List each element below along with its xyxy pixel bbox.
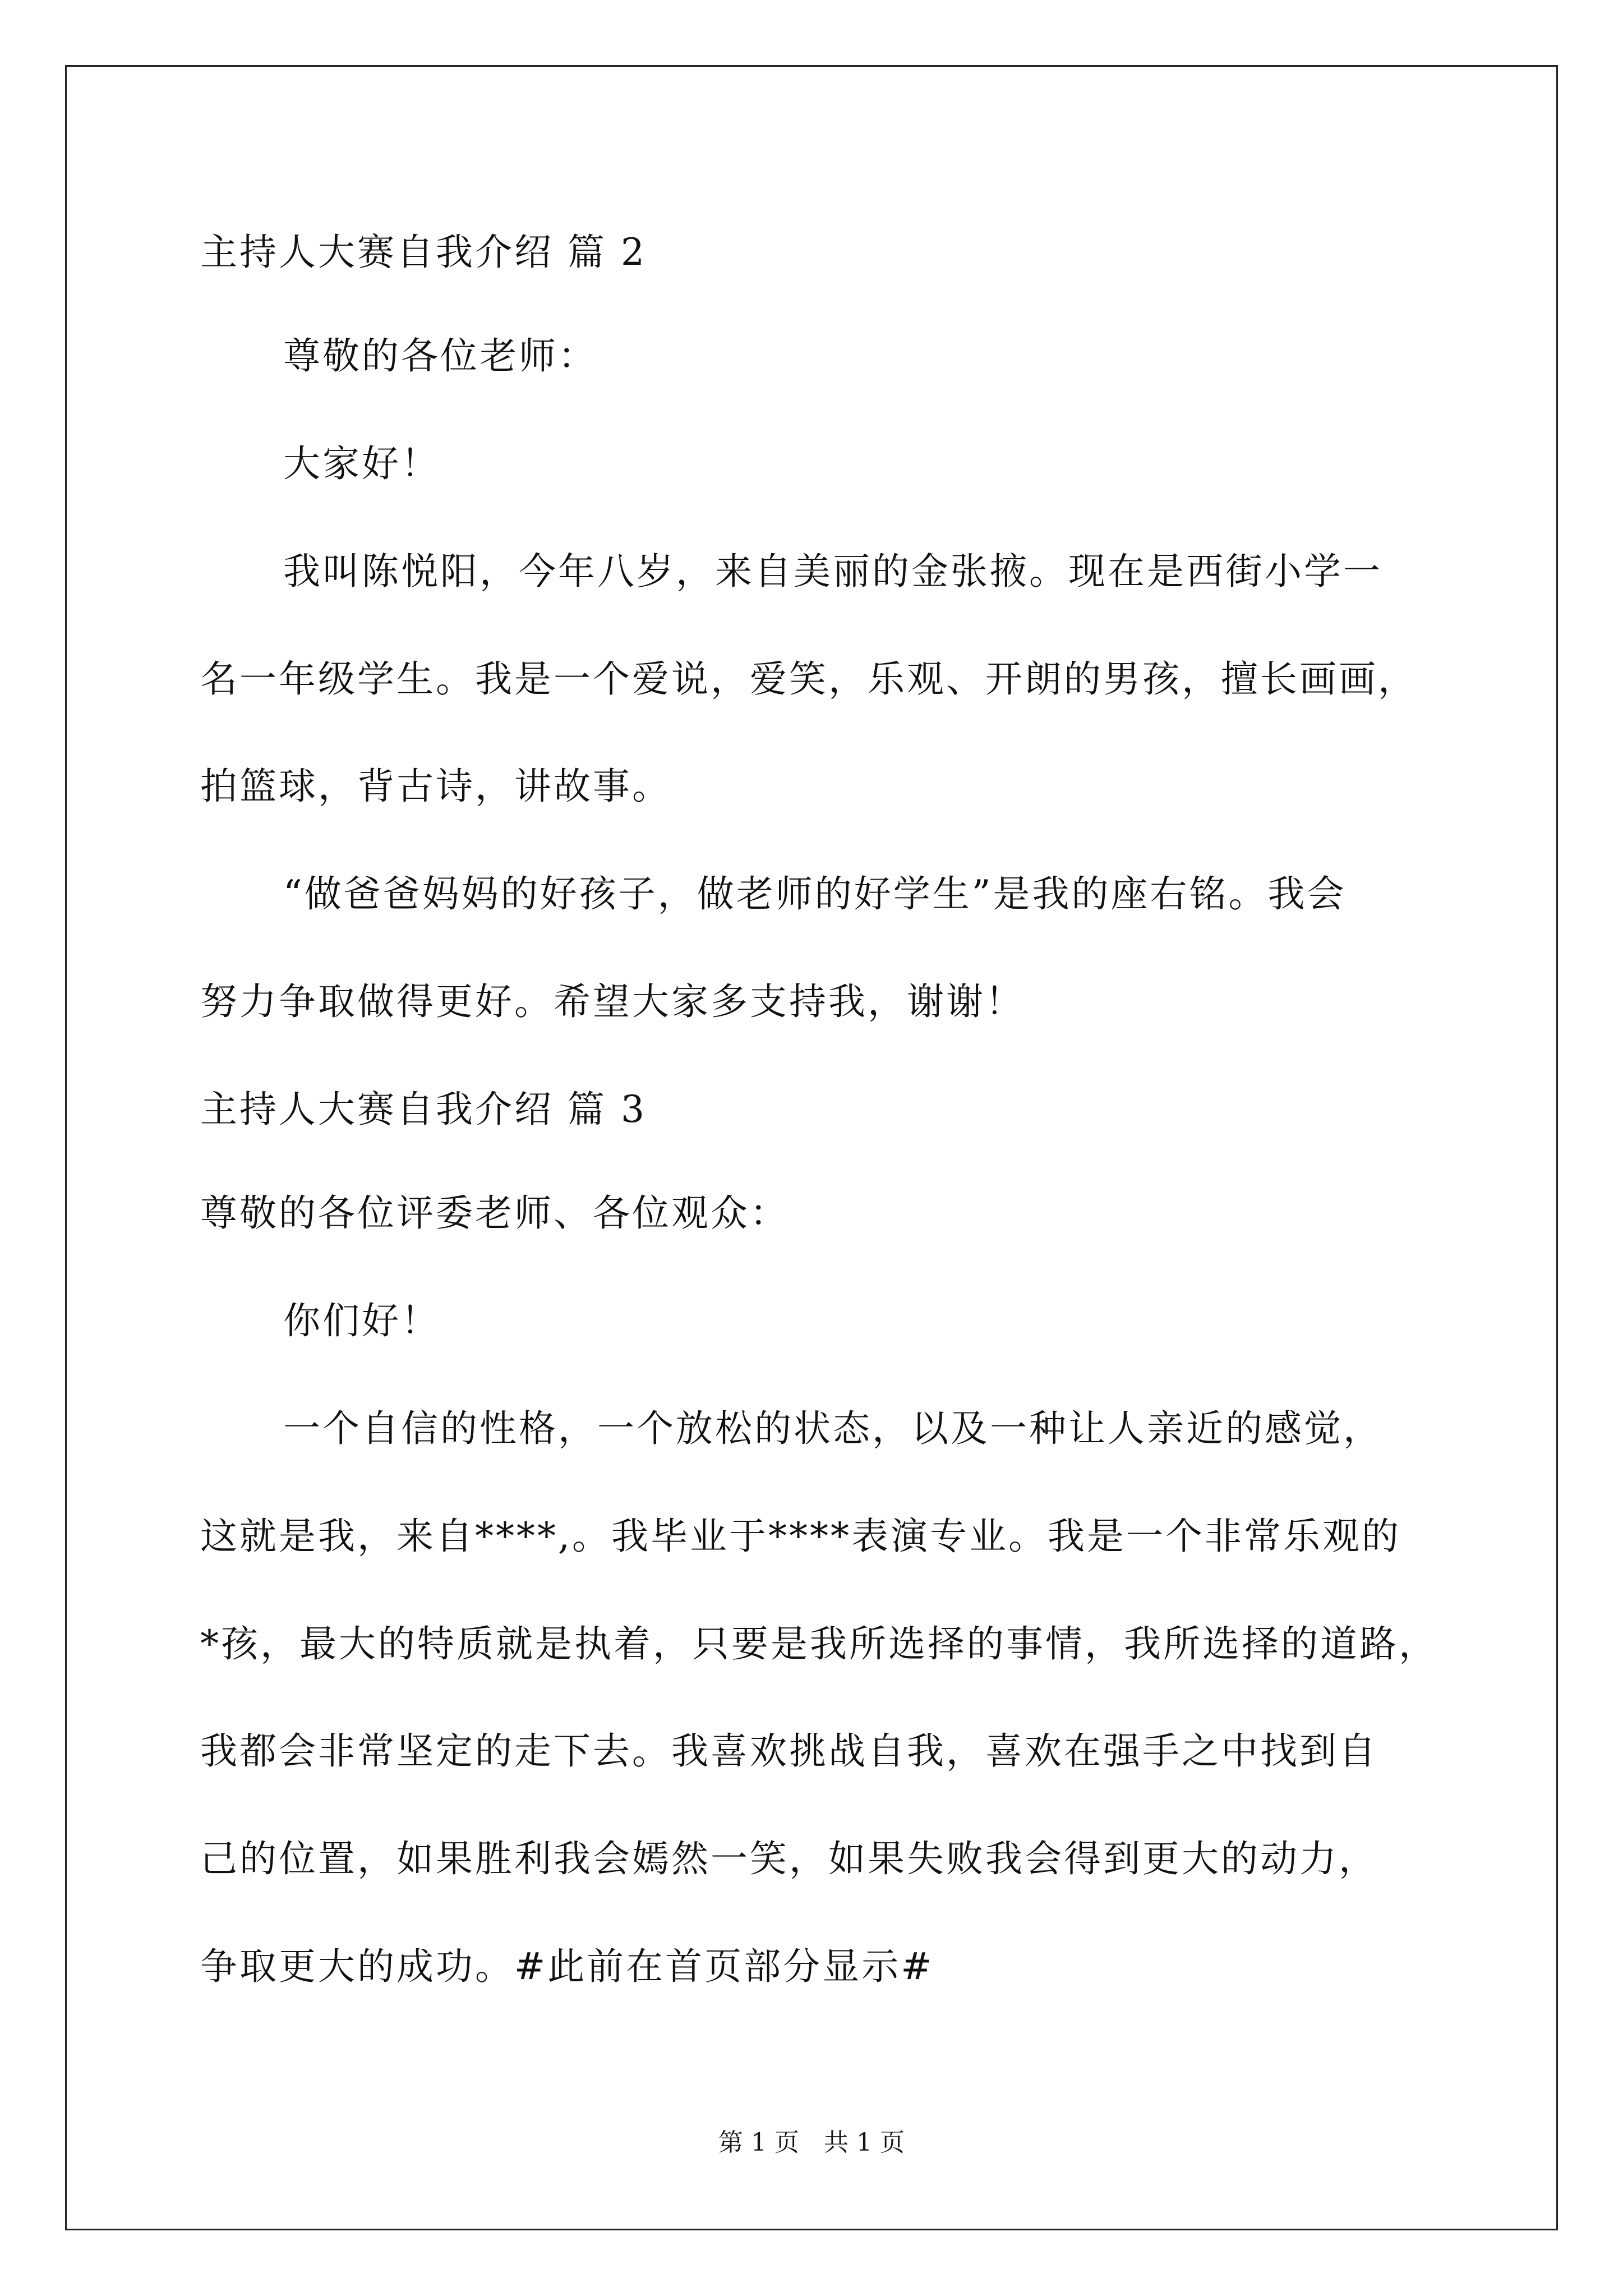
paragraph-line: 我叫陈悦阳，今年八岁，来自美丽的金张掖。现在是西街小学一 <box>283 550 1382 593</box>
salutation: 尊敬的各位老师： <box>283 334 597 378</box>
page-border <box>65 65 1558 2230</box>
greeting: 你们好！ <box>283 1299 440 1342</box>
paragraph-line: “做爸爸妈妈的好孩子，做老师的好学生”是我的座右铭。我会 <box>283 872 1347 915</box>
greeting: 大家好！ <box>283 442 440 485</box>
paragraph-line: 拍篮球，背古诗，讲故事。 <box>200 765 671 808</box>
paragraph-line: 己的位置，如果胜利我会嫣然一笑，如果失败我会得到更大的动力， <box>200 1837 1378 1880</box>
paragraph-line: 名一年级学生。我是一个爱说，爱笑，乐观、开朗的男孩，擅长画画， <box>200 657 1417 701</box>
page-number-footer: 第 1 页 共 1 页 <box>718 2128 905 2157</box>
paragraph-line: 争取更大的成功。#此前在首页部分显示# <box>200 1945 934 1988</box>
section-heading: 主持人大赛自我介绍 篇 2 <box>200 231 647 274</box>
paragraph-line: 我都会非常坚定的走下去。我喜欢挑战自我，喜欢在强手之中找到自 <box>200 1729 1378 1773</box>
salutation: 尊敬的各位评委老师、各位观众： <box>200 1191 789 1235</box>
paragraph-line: *孩，最大的特质就是执着，只要是我所选择的事情，我所选择的道路， <box>200 1622 1438 1665</box>
paragraph-line: 努力争取做得更好。希望大家多支持我，谢谢！ <box>200 980 1025 1023</box>
section-heading: 主持人大赛自我介绍 篇 3 <box>200 1088 647 1131</box>
paragraph-line: 这就是我，来自****,。我毕业于****表演专业。我是一个非常乐观的 <box>200 1515 1401 1558</box>
paragraph-line: 一个自信的性格，一个放松的状态，以及一种让人亲近的感觉， <box>283 1407 1382 1450</box>
